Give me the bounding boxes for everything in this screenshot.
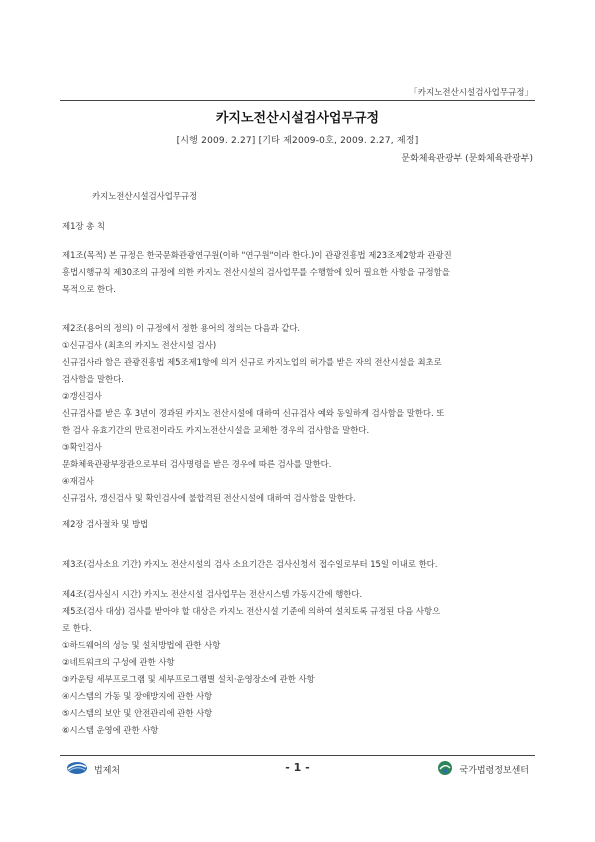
article1 — [62, 247, 534, 298]
article4-5 — [62, 586, 534, 739]
chapter2-block — [62, 516, 534, 533]
footer-left-label: 법제처 — [94, 766, 121, 776]
article-line: 신규검사, 갱신검사 및 확인검사에 불합격된 전산시설에 대하여 검사함을 말한다. — [62, 493, 356, 503]
article-line: 목적으로 한다. — [62, 284, 116, 294]
article-line: 문화체육관광부장관으로부터 검사명령을 받은 경우에 따른 검사를 말한다. — [62, 459, 332, 469]
article-line: 제1조(목적) 본 규정은 한국문화관광연구원(이하 "연구원"이라 한다.)이 관광진흥법 제23조제2항과 관광진 — [62, 250, 452, 260]
doc-name: 카지노전산시설검사업무규정 — [92, 191, 198, 201]
article-line: ③확인검사 — [62, 442, 102, 452]
article-line: ①신규검사 (최초의 카지노 전산시설 검사) — [62, 340, 217, 350]
page-number: - 1 - — [285, 761, 310, 774]
document-title: 카지노전산시설검사업무규정 — [215, 111, 380, 126]
footer-divider — [60, 755, 535, 756]
article-line: 흥법시행규칙 제30조의 규정에 의한 카지노 전산시설의 검사업무를 수행함에 있어 필요한 사항을 규정함을 — [62, 267, 450, 277]
article-line: 검사함을 말한다. — [62, 374, 124, 384]
article-line: 신규검사라 함은 관광진흥법 제5조제1항에 의거 신규로 카지노업의 허가를 받은 자의 전산시설을 최초로 — [62, 357, 442, 367]
law-center-logo-icon — [437, 760, 453, 779]
article-line: ⑤시스템의 보안 및 안전관리에 관한 사항 — [62, 708, 213, 718]
header-divider — [60, 100, 535, 101]
article-line: 제4조(검사실시 시간) 카지노 전산시설 검사업무는 전산시스템 가동시간에 행한다. — [62, 589, 363, 599]
footer-right — [437, 760, 529, 779]
article-line: 제2조(용어의 정의) 이 규정에서 정한 용어의 정의는 다음과 같다. — [62, 323, 301, 333]
article-line: 제3조(검사소요 기간) 카지노 전산시설의 검사 소요기간은 검사신청서 접수일로부터 15일 이내로 한다. — [62, 559, 438, 569]
footer-right-label: 국가법령정보센터 — [459, 766, 529, 776]
article-line: ②네트워크의 구성에 관한 사항 — [62, 657, 175, 667]
doc-name-block — [62, 188, 534, 205]
chapter-heading: 제2장 검사절차 및 방법 — [62, 519, 149, 529]
article-line: ⑥시스템 운영에 관한 사항 — [62, 725, 159, 735]
chapter-heading: 제1장 총 칙 — [62, 221, 106, 231]
article3 — [62, 556, 534, 573]
article-line: ③카운팅 세부프로그램 및 세부프로그램별 설치·운영장소에 관한 사항 — [62, 674, 315, 684]
chapter1-block — [62, 218, 534, 235]
page-footer — [60, 760, 535, 782]
article-line: ①하드웨어의 성능 및 설치방법에 관한 사항 — [62, 640, 221, 650]
article-line: ④시스템의 가동 및 장애방지에 관한 사항 — [62, 691, 213, 701]
article2 — [62, 320, 534, 507]
article-line: 로 한다. — [62, 623, 92, 633]
article-line: 신규검사를 받은 후 3년이 경과된 카지노 전산시설에 대하여 신규검사 예와 동일하게 검사함을 말한다. 또 — [62, 408, 445, 418]
article-line: 한 검사 유효기간의 만료전이라도 카지노전산시설을 교체한 경우의 검사함을 말한다. — [62, 425, 370, 435]
enactment-info: [시행 2009. 2.27] [기타 제2009-0호, 2009. 2.27, 제정] — [176, 136, 419, 146]
article-line: ②갱신검사 — [62, 391, 102, 401]
article-line: ④재검사 — [62, 476, 94, 486]
running-title: 「카지노전산시설검사업무규정」 — [409, 88, 533, 98]
article-line: 제5조(검사 대상) 검사를 받아야 할 대상은 카지노 전산시설 기준에 의하여 설치토록 규정된 다음 사항으 — [62, 606, 441, 616]
agency-name: 문화체육관광부 (문화체육관광부) — [401, 154, 533, 164]
